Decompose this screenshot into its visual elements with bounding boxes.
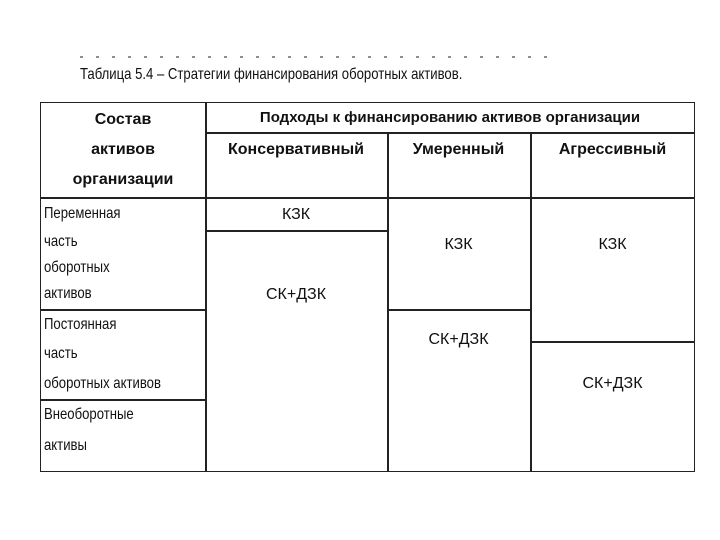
rule-col2-right [387,132,389,471]
row-noncurrent-label [44,401,134,463]
table-caption: Таблица 5.4 – Стратегии финансирования оборотных активов. [80,66,463,83]
row-label-line: активы [44,437,87,454]
header-composition [41,105,205,195]
header-approaches: Подходы к финансированию активов организации [259,109,641,126]
header-composition-line: Состав [94,111,152,128]
header-conservative: Консервативный [228,141,364,158]
row-label-line: часть [44,233,78,250]
rule-moderate-split [388,309,532,311]
top-dotted-line [80,56,550,58]
row-label-line: Переменная [44,205,121,222]
row-variable-label [44,199,121,307]
row-label-line: оборотных активов [44,375,161,392]
cell-conservative-kzk: КЗК [281,206,311,223]
header-composition-line: активов [91,141,155,158]
strategies-table [40,102,695,472]
rule-aggressive-split [531,341,695,343]
rule-col3-right [530,132,532,471]
row-permanent-label [44,311,161,399]
row-label-line: Внеоборотные [44,406,134,423]
cell-moderate-kzk: КЗК [444,236,473,253]
cell-conservative-sk-dzk: СК+ДЗК [265,286,327,303]
header-moderate: Умеренный [412,141,505,158]
row-label-line: Постоянная [44,316,117,333]
cell-moderate-sk-dzk: СК+ДЗК [428,331,489,348]
cell-aggressive-sk-dzk: СК+ДЗК [582,375,643,392]
row-label-line: активов [44,285,92,302]
rule-header-bottom [41,197,695,199]
header-aggressive: Агрессивный [558,141,667,158]
cell-aggressive-kzk: КЗК [598,236,627,253]
rule-conservative-split [205,230,388,232]
row-label-line: оборотных [44,259,110,276]
header-composition-line: организации [72,171,174,188]
row-label-line: часть [44,345,78,362]
